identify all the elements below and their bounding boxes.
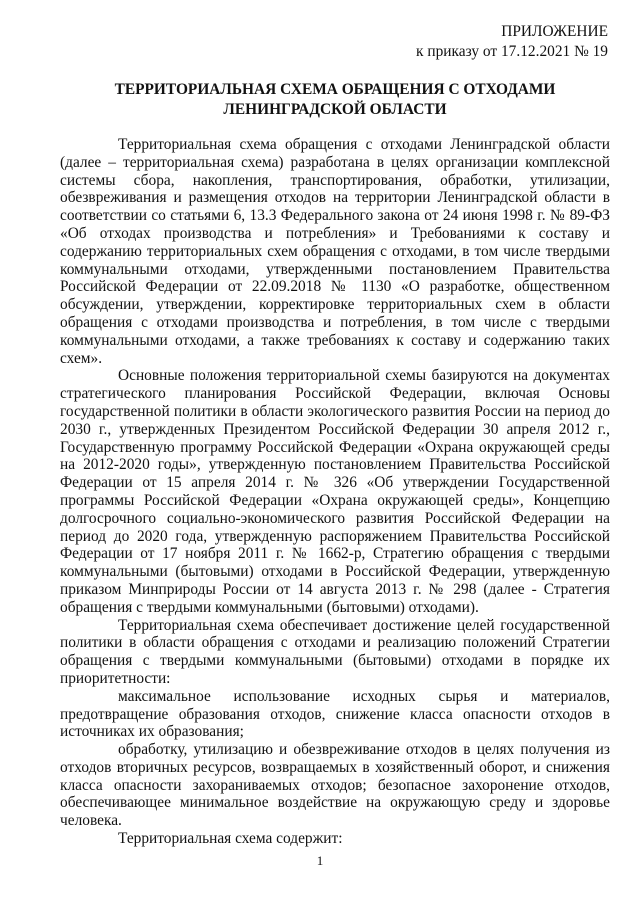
paragraph-priority-2: обработку, утилизацию и обезвреживание отходов в целях получения из отходов вторичных ресурсов, возвращаемых в хозяйственный оборот, и снижения класса опасности захораниваемых отходов; безопасное захоронение отходов, обеспечивающее минимальное воздействие на окружающую среду и здоровье человека. (60, 741, 610, 830)
paragraph-basis: Основные положения территориальной схемы базируются на документах стратегического планирования Российской Федерации, включая Основы государственной политики в области экологического развития России на период до 2030 г., утвержденных Президентом Российской Федерации 30 апреля 2012 г., Государственную программу Российской Федерации «Охрана окружающей среды на 2012-2020 годы», утвержденную постановлением Правительства Российской Федерации от 15 апреля 2014 г. № 326 «Об утверждении Государственной программы Российской Федерации «Охрана окружающей среды», Концепцию долгосрочного социально-экономического развития Российской Федерации на период до 2020 года, утвержденную распоряжением Правительства Российской Федерации от 17 ноября 2011 г. № 1662-р, Стратегию обращения с твердыми коммунальными (бытовыми) отходами в Российской Федерации, утвержденную приказом Минприроды России от 14 августа 2013 г. № 298 (далее - Стратегия обращения с твердыми коммунальными (бытовыми) отходами). (60, 367, 610, 616)
paragraph-priority-1: максимальное использование исходных сырья и материалов, предотвращение образования отходов, снижение класса опасности отходов в источниках их образования; (60, 687, 610, 741)
order-reference: к приказу от 17.12.2021 № 19 (416, 43, 608, 60)
title-line-2: ЛЕНИНГРАДСКОЙ ОБЛАСТИ (223, 101, 447, 118)
title-line-1: ТЕРРИТОРИАЛЬНАЯ СХЕМА ОБРАЩЕНИЯ С ОТХОДАМИ (114, 81, 556, 98)
document-title (60, 80, 610, 120)
appendix-title: ПРИЛОЖЕНИЕ (501, 23, 608, 40)
paragraph-purpose: Территориальная схема обращения с отходами Ленинградской области (далее – территориальная схема) разработана в целях организации комплексной системы сбора, накопления, транспортирования, обработки, утилизации, обезвреживания и размещения отходов на территории Ленинградской области в соответствии со статьями 6, 13.3 Федерального закона от 24 июня 1998 г. № 89-ФЗ «Об отходах производства и потребления» и Требованиями к составу и содержанию территориальных схем обращения с отходами, в том числе твердыми коммунальными отходами, утвержденными постановлением Правительства Российской Федерации от 22.09.2018 № 1130 «О разработке, общественном обсуждении, утверждении, корректировке территориальных схем в области обращения с отходами производства и потребления, в том числе с твердыми коммунальными отходами, а также требованиях к составу и содержанию таких схем». (60, 136, 610, 367)
document-body (60, 136, 610, 848)
appendix-header (416, 22, 608, 62)
paragraph-goals: Территориальная схема обеспечивает достижение целей государственной политики в области обращения с отходами и реализацию положений Стратегии обращения с твердыми коммунальными (бытовыми) отходами в порядке их приоритетности: (60, 616, 610, 687)
paragraph-contents: Территориальная схема содержит: (118, 830, 343, 848)
page-number: 1 (316, 853, 324, 868)
